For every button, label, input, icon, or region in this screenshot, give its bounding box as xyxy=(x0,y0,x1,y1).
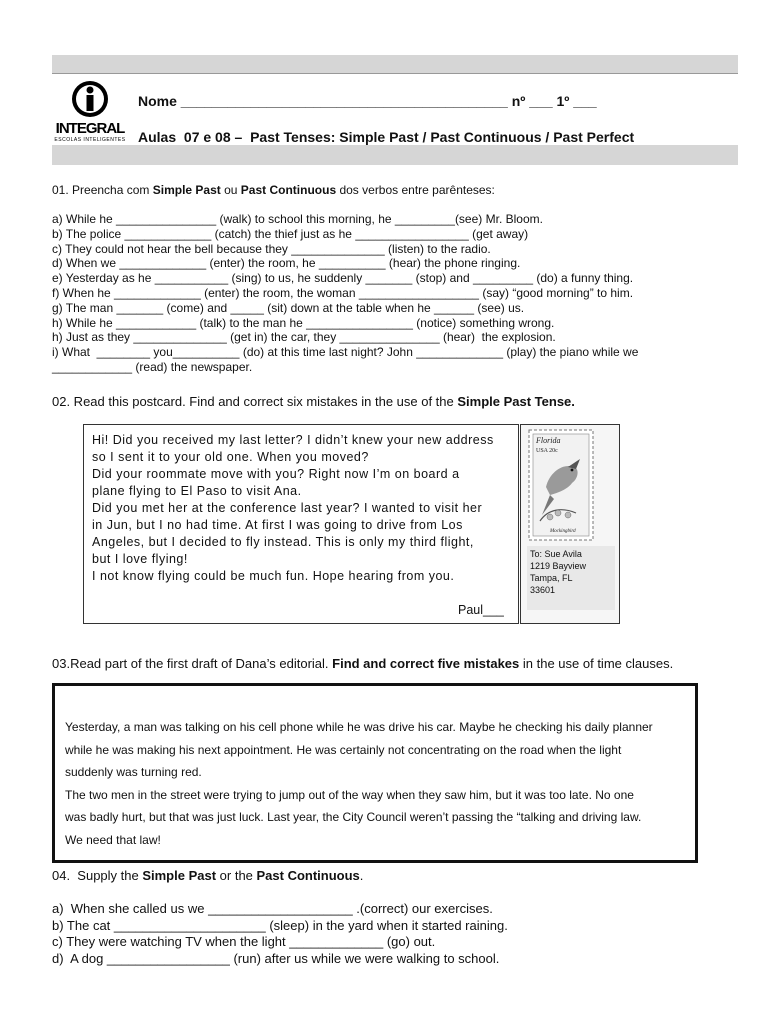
editorial-line: Yesterday, a man was talking on his cell phone while he was drive his car. Maybe he checking his daily planner xyxy=(65,720,653,734)
q4-item: a) When she called us we ____________________ .(correct) our exercises. xyxy=(52,901,493,916)
postcard-line: plane flying to El Paso to visit Ana. xyxy=(92,484,302,498)
q1-item: c) They could not hear the bell because they ______________ (listen) to the radio. xyxy=(52,241,491,256)
q3-instruction: 03.Read part of the first draft of Dana’s editorial. Find and correct five mistakes in the use of time clauses. xyxy=(52,656,674,671)
q1-item: d) When we _____________ (enter) the room, he __________ (hear) the phone ringing. xyxy=(52,256,521,271)
q1-item: a) While he _______________ (walk) to school this morning, he _________(see) Mr. Bloom. xyxy=(52,212,543,226)
postcard-line: but I love flying! xyxy=(92,552,188,566)
postcard-line: Hi! Did you received my last letter? I didn’t knew your new address xyxy=(92,433,494,447)
editorial-line: We need that law! xyxy=(65,832,161,847)
q1-instruction: 01. Preencha com Simple Past ou Past Continuous dos verbos entre parênteses: xyxy=(52,183,495,197)
postcard-signature: Paul___ xyxy=(458,603,504,617)
q4-instruction: 04. Supply the Simple Past or the Past Continuous. xyxy=(52,868,364,883)
editorial-line: while he was making his next appointment. He was certainly not concentrating on the road when the light xyxy=(65,742,622,757)
address-line: 1219 Bayview xyxy=(530,561,587,571)
editorial-text xyxy=(65,716,653,852)
postcard-line: in Jun, but I no had time. At first I was going to drive from Los xyxy=(92,518,463,532)
q1-item: f) When he _____________ (enter) the room, the woman __________________ (say) “good morning” to him. xyxy=(52,285,634,300)
stamp-state: Florida xyxy=(536,436,561,445)
q4-item: d) A dog _________________ (run) after us while we were walking to school. xyxy=(52,950,500,966)
q1-item: h) While he ____________ (talk) to the man he ________________ (notice) something wrong. xyxy=(52,315,555,330)
stamp-caption: Mockingbird xyxy=(550,529,576,534)
postcard-line: I not know flying could be much fun. Hope hearing from you. xyxy=(92,569,455,583)
logo-subtext: ESCOLAS INTELIGENTES xyxy=(54,137,126,143)
header-bottom-bar xyxy=(52,145,738,165)
postcard-line: so I sent it to your old one. When you moved? xyxy=(92,450,369,464)
q1-item: h) Just as they ______________ (get in) the car, they _______________ (hear) the explosion. xyxy=(52,330,556,345)
logo-text: INTEGRAL xyxy=(55,120,125,137)
postcard-address xyxy=(527,546,615,610)
address-line: To: Sue Avila xyxy=(530,549,582,559)
q2-instruction: 02. Read this postcard. Find and correct six mistakes in the use of the Simple Past Tense. xyxy=(52,394,575,409)
stamp-image xyxy=(528,429,594,541)
stamp-value: USA 20c xyxy=(536,448,558,454)
header-top-bar xyxy=(52,55,738,73)
q1-item: b) The police _____________ (catch) the thief just as he _________________ (get away) xyxy=(52,226,529,241)
q1-item: i) What ________ you__________ (do) at this time last night? John _____________ (play) the piano while we xyxy=(52,345,639,360)
q1-item: e) Yesterday as he ___________ (sing) to us, he suddenly _______ (stop) and _________ (do) a funny thing. xyxy=(52,271,634,286)
q4-item: b) The cat _____________________ (sleep) in the yard when it started raining. xyxy=(52,917,508,933)
editorial-line: suddenly was turning red. xyxy=(65,765,202,780)
page-title: Aulas 07 e 08 – Past Tenses: Simple Past / Past Continuous / Past Perfect xyxy=(138,129,635,145)
q1-exercise-list xyxy=(52,212,638,375)
postcard-line: Did you met her at the conference last year? I wanted to visit her xyxy=(92,501,483,515)
integral-logo xyxy=(52,78,128,144)
postcard-text xyxy=(92,432,494,585)
address-line: Tampa, FL xyxy=(530,573,573,583)
q4-item: c) They were watching TV when the light _____________ (go) out. xyxy=(52,934,436,949)
editorial-line: was badly hurt, but that was just luck. Last year, the City Council weren’t passing the “talking and driving law. xyxy=(65,810,642,825)
q4-exercise-list xyxy=(52,901,508,967)
address-line: 33601 xyxy=(530,585,556,595)
header-divider xyxy=(52,73,738,74)
postcard-line: Angeles, but I decided to fly instead. This is only my third flight, xyxy=(92,535,474,549)
name-line: Nome __________________________________________ nº ___ 1º ___ xyxy=(138,93,597,109)
q1-item: g) The man _______ (come) and _____ (sit) down at the table when he ______ (see) us. xyxy=(52,300,525,315)
postcard-line: Did your roommate move with you? Right now I’m on board a xyxy=(92,467,460,481)
q1-item: ____________ (read) the newspaper. xyxy=(52,359,253,374)
editorial-line: The two men in the street were trying to jump out of the way when they saw him, but it was too late. No one xyxy=(65,787,634,802)
logo-i-icon xyxy=(52,78,128,122)
